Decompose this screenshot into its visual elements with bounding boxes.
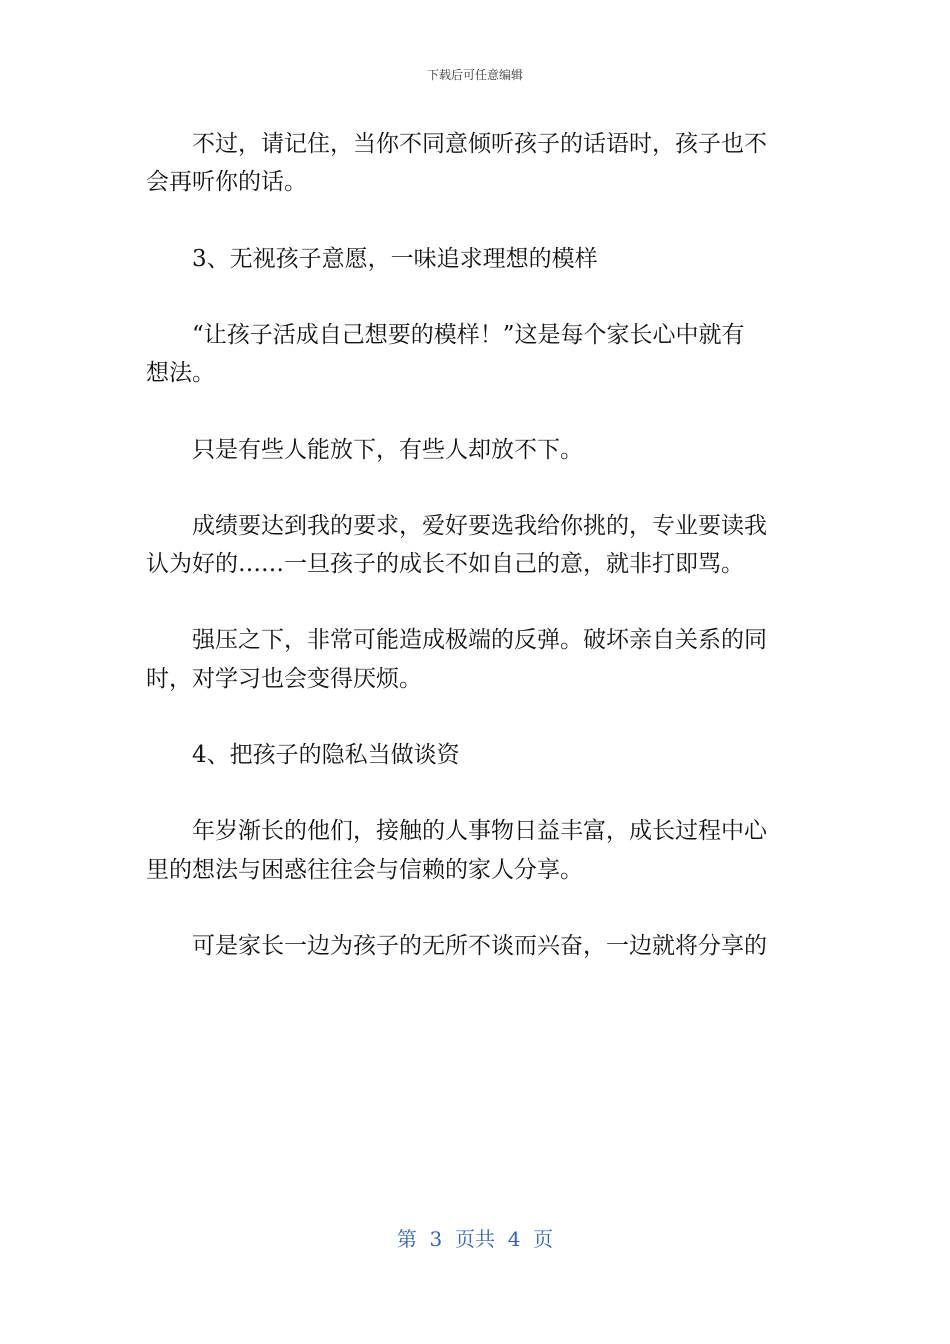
paragraph-line: 会再听你的话。	[146, 169, 307, 196]
paragraph-line: 只是有些人能放下，有些人却放不下。	[192, 436, 583, 463]
paragraph-line: 时，对学习也会变得厌烦。	[146, 665, 422, 692]
paragraph	[146, 316, 796, 392]
paragraph	[146, 431, 796, 469]
paragraph-line: 里的想法与困惑往往会与信赖的家人分享。	[146, 856, 583, 883]
paragraph	[146, 507, 796, 583]
paragraph	[146, 812, 796, 888]
paragraph-line: 年岁渐长的他们，接触的人事物日益丰富，成长过程中心	[192, 818, 767, 845]
section-heading	[146, 240, 796, 278]
page-footer-page-number: 第 3 页共 4 页	[396, 1227, 554, 1251]
paragraph	[146, 927, 796, 965]
paragraph-line: 想法。	[146, 360, 215, 387]
section-heading	[146, 736, 796, 774]
paragraph-line: 强压之下，非常可能造成极端的反弹。破坏亲自关系的同	[192, 627, 767, 654]
paragraph	[146, 621, 796, 697]
paragraph	[146, 125, 796, 201]
section-heading-text: 4、把孩子的隐私当做谈资	[192, 742, 460, 768]
paragraph-line: 认为好的……一旦孩子的成长不如自己的意，就非打即骂。	[146, 551, 744, 578]
paragraph-line: 可是家长一边为孩子的无所不谈而兴奋，一边就将分享的	[192, 932, 767, 959]
section-heading-text: 3、无视孩子意愿，一味追求理想的模样	[192, 245, 598, 272]
paragraph-line: 成绩要达到我的要求，爱好要选我给你挑的，专业要读我	[192, 512, 767, 539]
document-body	[146, 125, 796, 965]
page-header: 下载后可任意编辑	[426, 68, 523, 82]
paragraph-line: 不过，请记住，当你不同意倾听孩子的话语时，孩子也不	[192, 131, 767, 157]
paragraph-line: “让孩子活成自己想要的模样！”这是每个家长心中就有	[192, 321, 745, 348]
